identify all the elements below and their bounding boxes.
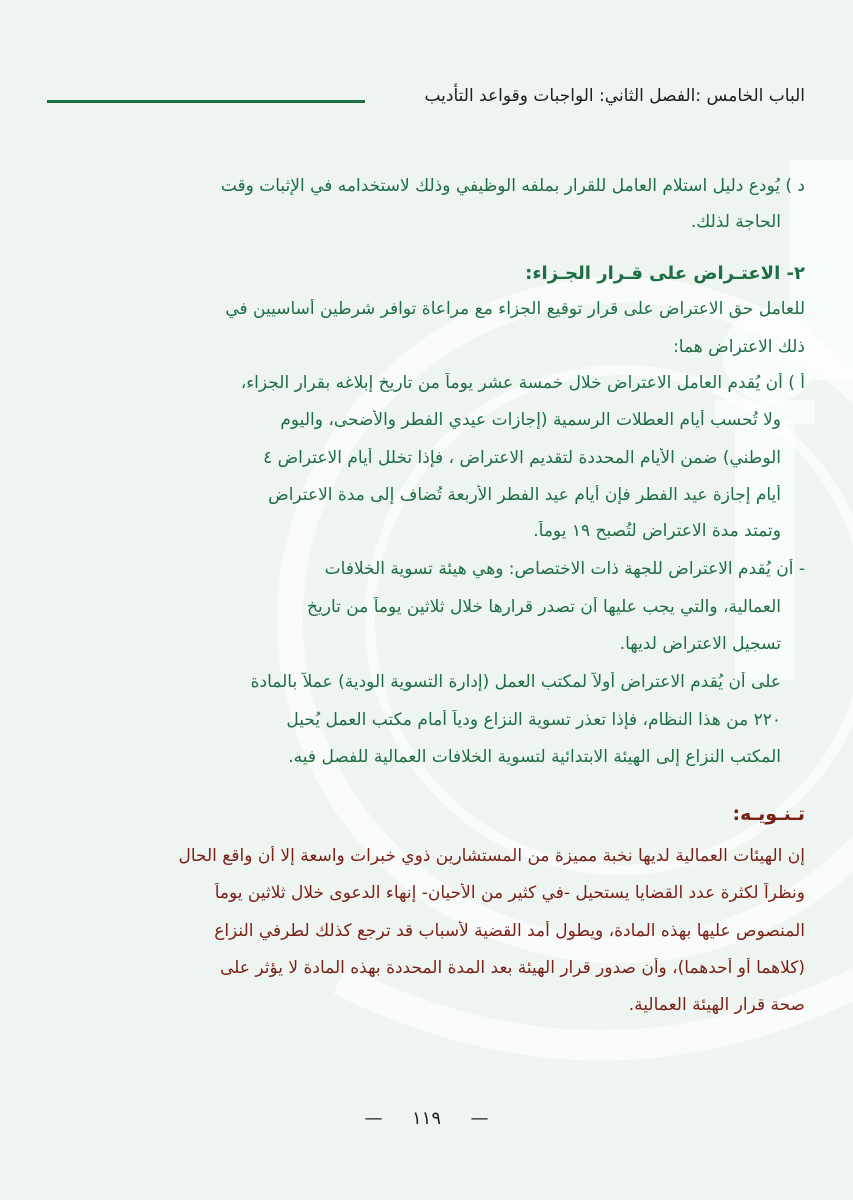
- condition-a-line-4: أيام إجازة عيد الفطر فإن أيام عيد الفطر الأربعة تُضاف إلى مدة الاعتراض: [268, 485, 781, 505]
- notice-line-5: صحة قرار الهيئة العمالية.: [628, 995, 805, 1015]
- condition-a-line-5: وتمتد مدة الاعتراض لتُصبح ١٩ يوماً.: [533, 521, 781, 541]
- closing-line-1: على أن يُقدم الاعتراض أولاً لمكتب العمل (إدارة التسوية الودية) عملاً بالمادة: [250, 672, 781, 692]
- section2-heading: ٢- الاعتـراض على قـرار الجـزاء:: [525, 263, 805, 284]
- intro-line-1: للعامل حق الاعتراض على قرار توقيع الجزاء مع مراعاة توافر شرطين أساسيين في: [225, 299, 805, 319]
- chapter-header: الباب الخامس :الفصل الثاني: الواجبات وقواعد التأديب: [424, 86, 805, 106]
- notice-title: تـنـويـه:: [732, 803, 805, 825]
- notice-line-3: المنصوص عليها بهذه المادة، ويطول أمد القضية لأسباب قد ترجع كذلك لطرفي النزاع: [214, 921, 805, 941]
- closing-line-2: ٢٢٠ من هذا النظام، فإذا تعذر تسوية النزاع ودياً أمام مكتب العمل يُحيل: [286, 710, 781, 730]
- condition-b-line-2: العمالية، والتي يجب عليها أن تصدر قرارها خلال ثلاثين يوماً من تاريخ: [307, 597, 781, 617]
- footer-dash-left: —: [364, 1108, 383, 1129]
- condition-a-line-1: أ ) أن يُقدم العامل الاعتراض خلال خمسة عشر يوماً من تاريخ إبلاغه بقرار الجزاء،: [240, 373, 805, 393]
- condition-a-line-3: الوطني) ضمن الأيام المحددة لتقديم الاعتراض ، فإذا تخلل أيام الاعتراض ٤: [263, 448, 781, 468]
- condition-b-line-3: تسجيل الاعتراض لديها.: [619, 634, 781, 654]
- intro-line-2: ذلك الاعتراض هما:: [673, 337, 805, 357]
- notice-line-4: (كلاهما أو أحدهما)، وأن صدور قرار الهيئة بعد المدة المحددة بهذه المادة لا يؤثر على: [220, 958, 805, 978]
- footer-dash-right: —: [470, 1108, 489, 1129]
- header-rule: [47, 100, 365, 103]
- item-d-line-2: الحاجة لذلك.: [690, 212, 781, 232]
- closing-line-3: المكتب النزاع إلى الهيئة الابتدائية لتسوية الخلافات العمالية للفصل فيه.: [288, 747, 781, 767]
- notice-line-1: إن الهيئات العمالية لديها نخبة مميزة من المستشارين ذوي خبرات واسعة إلا أن واقع الحال: [178, 846, 805, 866]
- notice-line-2: ونظراً لكثرة عدد القضايا يستحيل -في كثير من الأحيان- إنهاء الدعوى خلال ثلاثين يوماً: [214, 883, 805, 903]
- item-d-line-1: د ) يُودع دليل استلام العامل للقرار بملفه الوظيفي وذلك لاستخدامه في الإثبات وقت: [220, 176, 805, 196]
- condition-a-line-2: ولا تُحسب أيام العطلات الرسمية (إجازات عيدي الفطر والأضحى، واليوم: [280, 410, 781, 430]
- page-number: ١١٩: [411, 1108, 441, 1129]
- page-footer: [0, 1108, 853, 1129]
- condition-b-line-1: - أن يُقدم الاعتراض للجهة ذات الاختصاص: وهي هيئة تسوية الخلافات: [324, 559, 805, 579]
